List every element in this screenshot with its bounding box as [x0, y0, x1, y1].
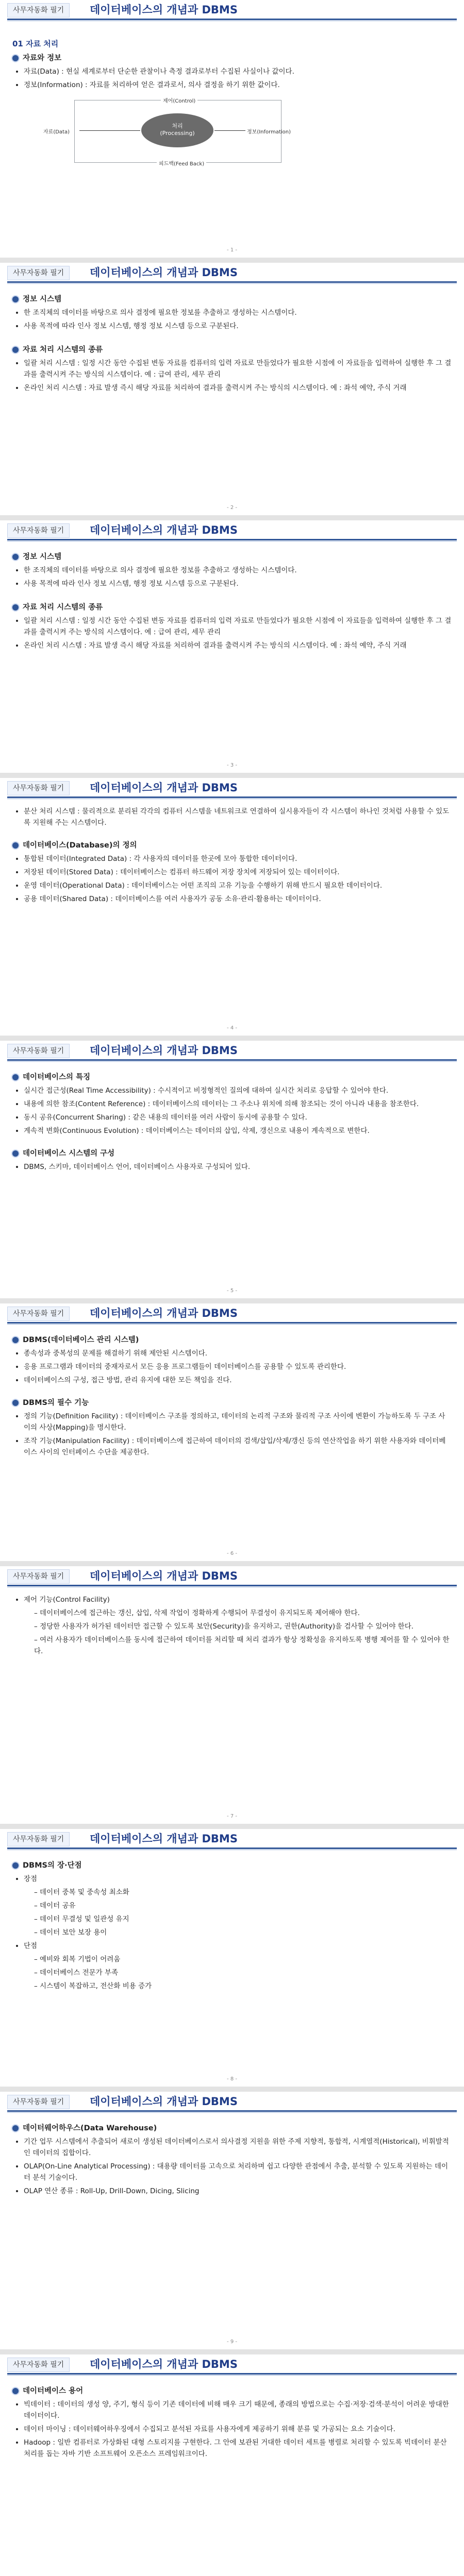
slide-header: [0, 1041, 464, 1061]
list-item: • 분산 처리 시스템 : 물리적으로 분리된 각각의 컴퓨터 시스템을 네트워크로 연결하여 실시용자들이 각 시스템이 하나인 것처럼 사용할 수 있도록 지원해 주는 시스템이다.: [24, 806, 452, 828]
slide-separator: [0, 2087, 464, 2092]
list-item: • 통합된 데이터(Integrated Data) : 각 사용자의 데이터를 한곳에 모아 통합한 데이터이다.: [24, 853, 452, 865]
list-item: • 일괄 처리 시스템 : 일정 시간 동안 수집된 변동 자료를 컴퓨터의 입력 자료로 만들었다가 필요한 시점에 이 자료들을 입력하여 실행한 후 그 결과를 출력시켜 주는 방식의 시스템이다. 예 : 급여 관리, 세무 관리: [24, 358, 452, 380]
section-heading: 데이터베이스의 특징: [12, 1072, 452, 1083]
bullet-circle-icon: [12, 1150, 19, 1157]
list-item: • 기간 업무 시스템에서 추출되어 새로이 생성된 데이터베이스로서 의사결정 지원을 위한 주제 지향적, 통합적, 시계열적(Historical), 비휘발적인 데이터의 집합이다.: [24, 2136, 452, 2159]
sub-item: – 데이터 무결성 및 일관성 유지: [34, 1915, 129, 1923]
slide-body: [12, 1331, 452, 1460]
bullet-circle-icon: [12, 604, 19, 611]
slide-header: [0, 1303, 464, 1324]
list-item: • 응용 프로그램과 데이터의 중재자로서 모든 응용 프로그램들이 데이터베이스를 공용할 수 있도록 관리한다.: [24, 1361, 452, 1372]
slide-title: 데이터베이스의 개념과 DBMS: [90, 2358, 238, 2370]
arrow-right-icon: [214, 130, 245, 131]
list-item: • 사용 목적에 따라 인사 정보 시스템, 행정 정보 시스템 등으로 구분된다.: [24, 320, 452, 332]
section-heading: 자료와 정보: [12, 53, 452, 64]
list-item: • 사용 목적에 따라 인사 정보 시스템, 행정 정보 시스템 등으로 구분된다.: [24, 578, 452, 589]
bullet-circle-icon: [12, 554, 19, 560]
section-heading: 데이터베이스 용어: [12, 2385, 452, 2397]
slide-body: [12, 2382, 452, 2462]
section-heading: 자료 처리 시스템의 종류: [12, 344, 452, 355]
slide-header: [0, 778, 464, 799]
section-title: 01 자료 처리: [12, 39, 59, 48]
slide-6: [0, 1303, 464, 1561]
bullet-circle-icon: [12, 2125, 19, 2131]
bullet-circle-icon: [12, 1862, 19, 1869]
slide-body: [12, 548, 452, 653]
data-processing-diagram: [43, 93, 311, 170]
slide-body: [12, 1069, 452, 1175]
bullet-circle-icon: [12, 2388, 19, 2394]
sub-item: – 데이터베이스 전문가 부족: [34, 1969, 119, 1977]
section-heading: 데이터웨어하우스(Data Warehouse): [12, 2123, 452, 2134]
course-tag: 사무자동화 필기: [7, 1307, 70, 1321]
list-item: • 계속적 변화(Continuous Evolution) : 데이터베이스는 데이터의 삽입, 삭제, 갱신으로 내용이 계속적으로 변한다.: [24, 1125, 452, 1137]
slide-title: 데이터베이스의 개념과 DBMS: [90, 1833, 238, 1845]
slide-header: [0, 263, 464, 283]
slide-body: [12, 2120, 452, 2199]
page-number: - 3 -: [227, 762, 237, 768]
slide-separator: [0, 2349, 464, 2354]
list-item: • 온라인 처리 시스템 : 자료 발생 즉시 해당 자료를 처리하여 결과를 출력시켜 주는 방식의 시스템이다. 예 : 좌석 예약, 주식 거래: [24, 640, 452, 651]
list-item: • OLAP 연산 종류 : Roll-Up, Drill-Down, Dicing, Slicing: [24, 2185, 452, 2197]
list-item: • 종속성과 중복성의 문제를 해결하기 위해 제안된 시스템이다.: [24, 1348, 452, 1359]
section-heading: DBMS의 장·단점: [12, 1860, 452, 1871]
list-item: • 단점: [24, 1940, 452, 1952]
list-item: • DBMS, 스키마, 데이터베이스 언어, 데이터베이스 사용자로 구성되어 있다.: [24, 1161, 452, 1173]
slide-title: 데이터베이스의 개념과 DBMS: [90, 1570, 238, 1582]
slide-body: [12, 1857, 452, 1994]
slide-10: [0, 2354, 464, 2576]
slide-title: 데이터베이스의 개념과 DBMS: [90, 524, 238, 536]
slide-header: [0, 2092, 464, 2112]
list-item: • 데이터 마이닝 : 데이터웨어하우징에서 수집되고 분석된 자료를 사용자에게 제공하기 위해 분류 및 가공되는 요소 기술이다.: [24, 2424, 452, 2435]
slide-separator: [0, 515, 464, 520]
course-tag: 사무자동화 필기: [7, 781, 70, 795]
slide-3: [0, 520, 464, 773]
list-item: • 운영 데이터(Operational Data) : 데이터베이스는 어떤 조직의 고유 기능을 수행하기 위해 반드시 필요한 데이터이다.: [24, 880, 452, 891]
list-item: • 공용 데이터(Shared Data) : 데이터베이스를 여러 사용자가 공동 소유·관리·활용하는 데이터이다.: [24, 893, 452, 905]
bullet-circle-icon: [12, 347, 19, 353]
course-tag: 사무자동화 필기: [7, 2358, 70, 2372]
section-heading: 자료 처리 시스템의 종류: [12, 602, 452, 613]
slide-separator: [0, 1298, 464, 1303]
sub-item: – 예비와 회복 기법이 어려움: [34, 1955, 121, 1963]
sub-item: – 데이터 보안 보장 용이: [34, 1928, 107, 1937]
section-heading: DBMS(데이터베이스 관리 시스템): [12, 1334, 452, 1346]
information-label: 정보(Information): [247, 129, 291, 135]
slide-8: [0, 1829, 464, 2087]
list-item: • 정의 기능(Definition Facility) : 데이터베이스 구조를 정의하고, 데이터의 논리적 구조와 물리적 구조 사이에 변환이 가능하도록 두 구조 사이의 사상(Mapping)을 명시한다.: [24, 1411, 452, 1433]
slide-separator: [0, 773, 464, 778]
course-tag: 사무자동화 필기: [7, 1832, 70, 1846]
course-tag: 사무자동화 필기: [7, 2095, 70, 2109]
sub-item: – 데이터베이스에 접근하는 갱신, 삽입, 삭제 작업이 정확하게 수행되어 무결성이 유지되도록 제어해야 한다.: [34, 1609, 360, 1617]
slide-9: [0, 2092, 464, 2349]
arrow-right-icon: [79, 130, 140, 131]
page-number: - 1 -: [227, 247, 237, 253]
slide-title: 데이터베이스의 개념과 DBMS: [90, 1044, 238, 1057]
list-item: • OLAP(On-Line Analytical Processing) : 대용량 데이터를 고속으로 처리하며 쉽고 다양한 관점에서 추출, 분석할 수 있도록 지원하는 데이터 분석 기술이다.: [24, 2161, 452, 2183]
bullet-circle-icon: [12, 296, 19, 302]
bullet-circle-icon: [12, 1400, 19, 1406]
slide-body: [12, 1594, 452, 1659]
list-item: • 빅데이터 : 데이터의 생성 양, 주기, 형식 등이 기존 데이터에 비해 매우 크기 때문에, 종래의 방법으로는 수집·저장·검색·분석이 어려운 방대한 데이터이다.: [24, 2399, 452, 2421]
list-item: • 자료(Data) : 현실 세계로부터 단순한 관찰이나 측정 결과로부터 수집된 사실이나 값이다.: [24, 66, 452, 77]
bullet-list: [12, 66, 452, 91]
slide-header: [0, 0, 464, 21]
list-item: • 실시간 접근성(Real Time Accessibility) : 수시적이고 비정형적인 질의에 대하여 실시간 처리로 응답할 수 있어야 한다.: [24, 1085, 452, 1096]
page-number: - 5 -: [227, 1288, 237, 1294]
list-item: • 정보(Information) : 자료를 처리하여 얻은 결과로서, 의사 결정을 하기 위한 값이다.: [24, 79, 452, 91]
sub-item: – 데이터 중복 및 중속성 최소화: [34, 1888, 129, 1896]
list-item: • 일괄 처리 시스템 : 일정 시간 동안 수집된 변동 자료를 컴퓨터의 입력 자료로 만들었다가 필요한 시점에 이 자료들을 입력하여 실행한 후 그 결과를 출력시켜 주는 방식의 시스템이다. 예 : 급여 관리, 세무 관리: [24, 615, 452, 638]
slide-title: 데이터베이스의 개념과 DBMS: [90, 266, 238, 279]
slide-separator: [0, 258, 464, 263]
control-label: 제어(Control): [161, 96, 197, 107]
section-heading: 데이터베이스 시스템의 구성: [12, 1148, 452, 1159]
slide-header: [0, 520, 464, 541]
course-tag: 사무자동화 필기: [7, 523, 70, 538]
slide-header: [0, 1829, 464, 1850]
list-item: • 동시 공유(Concurrent Sharing) : 같은 내용의 데이터를 여러 사람이 동시에 공용할 수 있다.: [24, 1112, 452, 1123]
page-number: - 9 -: [227, 2339, 237, 2345]
slide-separator: [0, 1824, 464, 1829]
list-item: • 온라인 처리 시스템 : 자료 발생 즉시 해당 자료를 처리하여 결과를 출력시켜 주는 방식의 시스템이다. 예 : 좌석 예약, 주식 거래: [24, 382, 452, 394]
page-number: - 6 -: [227, 1551, 237, 1556]
list-item: • 장점: [24, 1873, 452, 1885]
section-heading: 정보 시스템: [12, 294, 452, 305]
slide-5: [0, 1041, 464, 1298]
slide-1: [0, 0, 464, 258]
slide-title: 데이터베이스의 개념과 DBMS: [90, 782, 238, 794]
processing-node: 처리 (Processing): [141, 113, 213, 147]
bullet-circle-icon: [12, 1074, 19, 1080]
list-item: • 한 조직체의 데이터를 바탕으로 의사 결정에 필요한 정보를 추출하고 생성하는 시스템이다.: [24, 565, 452, 576]
bullet-circle-icon: [12, 1337, 19, 1343]
slide-header: [0, 1566, 464, 1587]
section-heading: 정보 시스템: [12, 551, 452, 563]
slide-separator: [0, 1561, 464, 1566]
course-tag: 사무자동화 필기: [7, 3, 70, 18]
slide-separator: [0, 1036, 464, 1041]
list-item: • 제어 기능(Control Facility): [24, 1594, 452, 1605]
page-number: - 8 -: [227, 2076, 237, 2082]
feedback-label: 피드백(Feed Back): [157, 159, 206, 170]
slide-title: 데이터베이스의 개념과 DBMS: [90, 1307, 238, 1319]
list-item: • 조작 기능(Manipulation Facility) : 데이터베이스에 접근하여 데이터의 검색/삽입/삭제/갱신 등의 연산작업을 하기 위한 사용자와 데이터베이스 사이의 인터페이스 수단을 제공한다.: [24, 1435, 452, 1458]
header-rule: [7, 19, 457, 20]
page-number: - 2 -: [227, 505, 237, 511]
course-tag: 사무자동화 필기: [7, 1569, 70, 1584]
sub-item: – 시스템이 복잡하고, 전산화 비용 증가: [34, 1982, 152, 1990]
list-item: • 내용에 의한 참조(Content Reference) : 데이터베이스의 데이터는 그 주소나 위치에 의해 참조되는 것이 아니라 내용을 참조한다.: [24, 1098, 452, 1110]
list-item: • 저장된 데이터(Stored Data) : 데이터베이스는 컴퓨터 하드웨어 저장 장치에 저장되어 있는 데이터이다.: [24, 867, 452, 878]
list-item: • 한 조직체의 데이터를 바탕으로 의사 결정에 필요한 정보를 추출하고 생성하는 시스템이다.: [24, 307, 452, 318]
slide-title: 데이터베이스의 개념과 DBMS: [90, 2095, 238, 2108]
course-tag: 사무자동화 필기: [7, 1044, 70, 1058]
section-heading: DBMS의 필수 기능: [12, 1397, 452, 1409]
slide-title: 데이터베이스의 개념과 DBMS: [90, 4, 238, 16]
sub-item: – 데이터 공유: [34, 1902, 76, 1910]
section-heading: 데이터베이스(Database)의 정의: [12, 840, 452, 851]
list-item: • Hadoop : 일반 컴퓨터로 가상화된 대형 스토리지를 구현한다. 그 안에 보관된 거대한 데이터 세트를 병렬로 처리할 수 있도록 빅데이터 분산 처리를 돕는 자바 기반 소프트웨어 오픈소스 프레임워크이다.: [24, 2437, 452, 2460]
list-item: • 데이터베이스의 구성, 접근 방법, 관리 유지에 대한 모든 책임을 진다.: [24, 1375, 452, 1386]
slide-4: [0, 778, 464, 1036]
bullet-circle-icon: [12, 55, 19, 61]
bullet-circle-icon: [12, 842, 19, 849]
sub-item: – 여러 사용자가 데이터베이스를 동시에 접근하여 데이터를 처리할 때 처리 결과가 항상 정확성을 유지하도록 병행 제어를 할 수 있어야 한다.: [34, 1636, 450, 1655]
slide-7: [0, 1566, 464, 1824]
slide-2: [0, 263, 464, 515]
slide-header: [0, 2354, 464, 2375]
sub-item: – 정당한 사용자가 허가된 데이터만 접근할 수 있도록 보안(Security)을 유지하고, 권한(Authority)을 검사할 수 있어야 한다.: [34, 1622, 414, 1631]
course-tag: 사무자동화 필기: [7, 266, 70, 280]
page-number: - 7 -: [227, 1814, 237, 1819]
page-number: - 4 -: [227, 1025, 237, 1031]
slide-body: [12, 36, 452, 173]
slide-body: [12, 291, 452, 396]
data-label: 자료(Data): [43, 129, 70, 135]
slide-body: [12, 806, 452, 907]
